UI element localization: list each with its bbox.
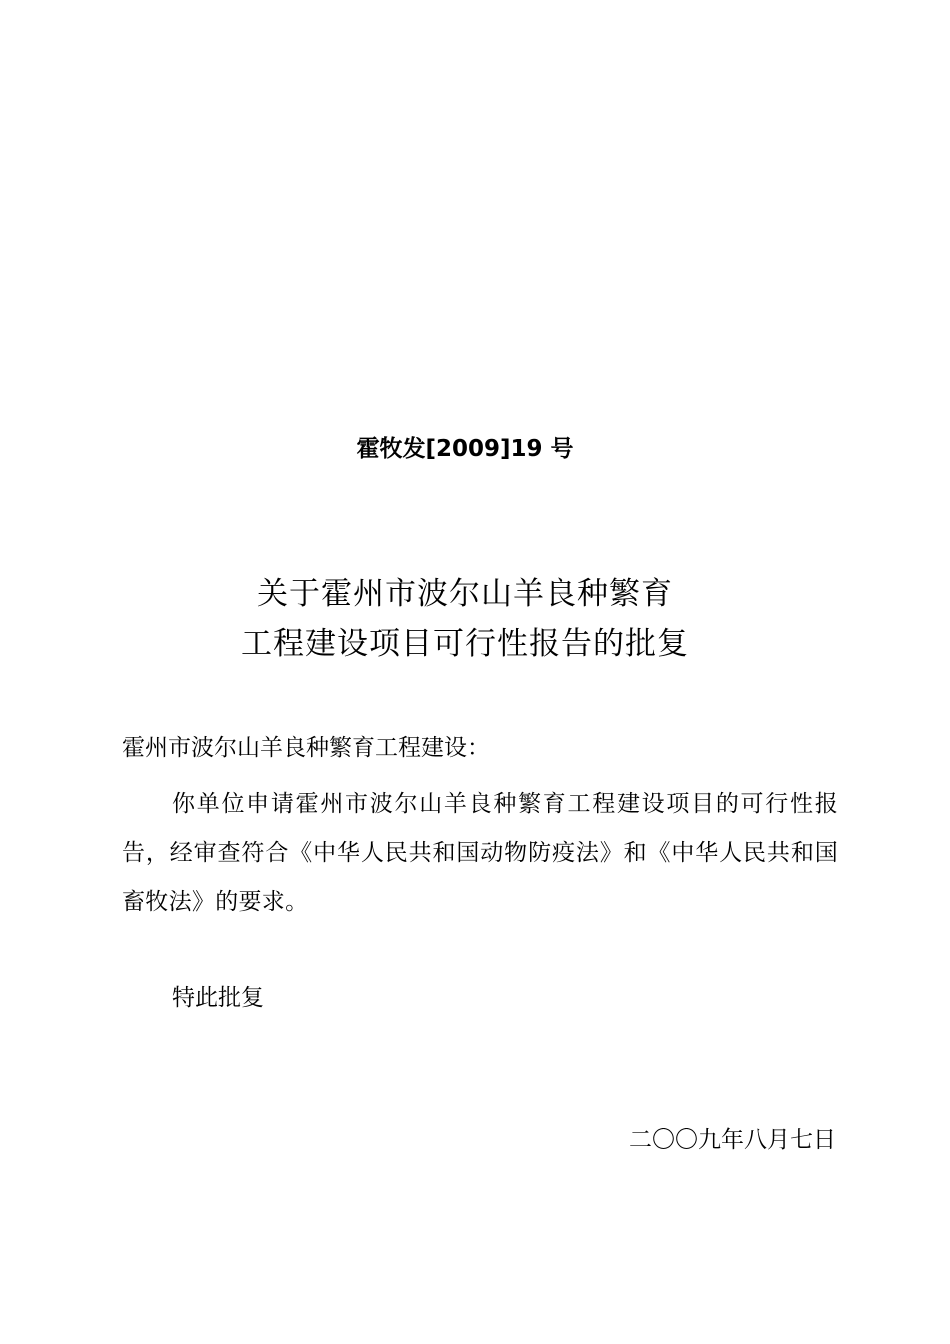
document-title-line-1: 关于霍州市波尔山羊良种繁育 xyxy=(257,576,673,612)
addressee: 霍州市波尔山羊良种繁育工程建设： xyxy=(122,735,490,761)
document-number: 霍牧发[2009]19 号 xyxy=(356,436,574,462)
body-paragraph: 你单位申请霍州市波尔山羊良种繁育工程建设项目的可行性报告，经审查符合《中华人民共和国动物防疫法》和《中华人民共和国畜牧法》的要求。 xyxy=(122,791,838,915)
closing-phrase: 特此批复 xyxy=(172,985,264,1011)
document-date: 二〇〇九年八月七日 xyxy=(629,1127,836,1153)
document-title-line-2: 工程建设项目可行性报告的批复 xyxy=(241,626,689,662)
